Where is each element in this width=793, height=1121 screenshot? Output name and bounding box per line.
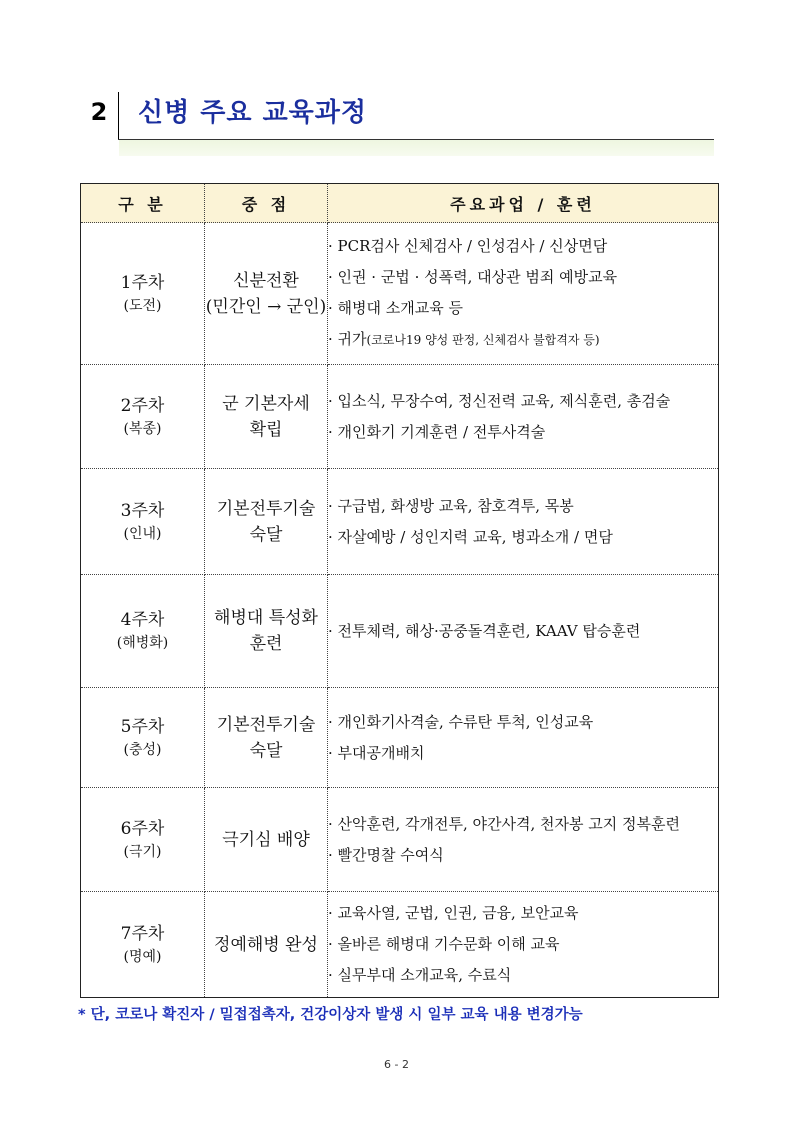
task-item — [328, 293, 718, 324]
task-text: · 교육사열, 군법, 인권, 금융, 보안교육 — [328, 904, 579, 922]
week-cell — [81, 688, 205, 788]
focus-line: 군 기본자세 — [222, 393, 310, 414]
task-item — [328, 616, 718, 647]
focus-line: 신분전환 — [233, 270, 299, 291]
task-text: · 자살예방 / 성인지력 교육, 병과소개 / 면담 — [328, 527, 613, 546]
week-theme: (충성) — [123, 741, 162, 758]
task-text: · 개인화기 기계훈련 / 전투사격술 — [328, 422, 546, 441]
tasks-cell — [328, 469, 719, 575]
task-item — [328, 738, 718, 769]
page-number: 6 - 2 — [384, 1058, 409, 1071]
tasks-cell — [328, 365, 719, 469]
task-text: · 실무부대 소개교육, 수료식 — [328, 966, 512, 984]
task-text: · 전투체력, 해상·공중돌격훈련, KAAV 탑승훈련 — [328, 621, 641, 640]
task-text: · PCR검사 신체검사 / 인성검사 / 신상면담 — [328, 237, 608, 255]
task-item — [328, 231, 718, 262]
section-number: 2 — [90, 98, 108, 126]
task-item — [328, 262, 718, 293]
week-label: 3주차 — [120, 500, 165, 521]
task-text: · 입소식, 무장수여, 정신전력 교육, 제식훈련, 총검술 — [328, 391, 671, 410]
task-item — [328, 898, 718, 929]
week-label: 1주차 — [120, 272, 165, 293]
task-item — [328, 840, 718, 871]
header-band — [119, 140, 714, 156]
table-header-row — [81, 184, 719, 223]
task-text: · 올바른 해병대 기수문화 이해 교육 — [328, 935, 560, 953]
section-title: 신병 주요 교육과정 — [138, 98, 368, 128]
week-theme: (인내) — [123, 525, 162, 542]
week-cell — [81, 788, 205, 892]
task-text: · 구급법, 화생방 교육, 참호격투, 목봉 — [328, 496, 574, 515]
section-header — [80, 84, 714, 140]
task-item — [328, 491, 718, 522]
table-row — [81, 365, 719, 469]
footnote: * 단, 코로나 확진자 / 밀접접촉자, 건강이상자 발생 시 일부 교육 내용 변경가능 — [78, 1007, 583, 1023]
week-label: 4주차 — [120, 610, 165, 630]
week-theme: (명예) — [123, 948, 162, 965]
task-text: · 개인화기사격술, 수류탄 투척, 인성교육 — [328, 712, 594, 731]
focus-line: 기본전투기술 — [216, 714, 316, 735]
task-note: (코로나19 양성 판정, 신체검사 불합격자 등) — [366, 333, 600, 347]
table-row — [81, 688, 719, 788]
task-item — [328, 960, 718, 991]
week-label: 5주차 — [120, 716, 165, 737]
focus-line: 극기심 배양 — [222, 829, 310, 850]
task-item — [328, 522, 718, 553]
week-theme: (도전) — [123, 297, 162, 314]
table-row — [81, 788, 719, 892]
table-row — [81, 892, 719, 998]
week-label: 2주차 — [120, 395, 165, 416]
task-item — [328, 929, 718, 960]
focus-line: 숙달 — [249, 740, 283, 761]
header-division: 구 분 — [81, 184, 205, 223]
task-text: · 해병대 소개교육 등 — [328, 299, 463, 317]
task-text: · 인권 · 군법 · 성폭력, 대상관 범죄 예방교육 — [328, 268, 618, 286]
week-label: 6주차 — [120, 818, 165, 839]
task-item — [328, 707, 718, 738]
focus-line: 기본전투기술 — [216, 498, 316, 519]
week-cell — [81, 365, 205, 469]
focus-line: 숙달 — [249, 524, 283, 545]
task-item — [328, 417, 718, 448]
focus-cell — [205, 575, 328, 688]
week-cell — [81, 892, 205, 998]
focus-line: 훈련 — [249, 634, 283, 654]
tasks-cell — [328, 892, 719, 998]
task-item — [328, 386, 718, 417]
focus-cell — [205, 223, 328, 365]
task-text: · 빨간명찰 수여식 — [328, 845, 444, 864]
week-cell — [81, 223, 205, 365]
table-row — [81, 223, 719, 365]
task-text: · 귀가 — [328, 330, 367, 348]
focus-line: (민간인 → 군인) — [205, 296, 327, 317]
task-text: · 산악훈련, 각개전투, 야간사격, 천자봉 고지 정복훈련 — [328, 814, 680, 833]
week-cell — [81, 575, 205, 688]
focus-line: 해병대 특성화 — [214, 608, 318, 628]
week-theme: (복종) — [123, 420, 162, 437]
tasks-cell — [328, 223, 719, 365]
tasks-cell — [328, 575, 719, 688]
tasks-cell — [328, 688, 719, 788]
task-item — [328, 324, 718, 356]
focus-cell — [205, 365, 328, 469]
focus-line: 정예해병 완성 — [214, 934, 318, 955]
tasks-cell — [328, 788, 719, 892]
focus-cell — [205, 788, 328, 892]
table-row — [81, 575, 719, 688]
header-tasks: 주요과업 / 훈련 — [328, 184, 719, 223]
header-divider — [118, 92, 119, 140]
task-text: · 부대공개배치 — [328, 743, 425, 762]
table-row — [81, 469, 719, 575]
week-label: 7주차 — [120, 923, 165, 944]
focus-cell — [205, 688, 328, 788]
focus-cell — [205, 892, 328, 998]
focus-cell — [205, 469, 328, 575]
task-item — [328, 809, 718, 840]
week-theme: (해병화) — [116, 635, 169, 651]
week-cell — [81, 469, 205, 575]
curriculum-table — [80, 183, 719, 998]
week-theme: (극기) — [123, 843, 162, 860]
header-focus: 중 점 — [205, 184, 328, 223]
focus-line: 확립 — [249, 419, 283, 440]
